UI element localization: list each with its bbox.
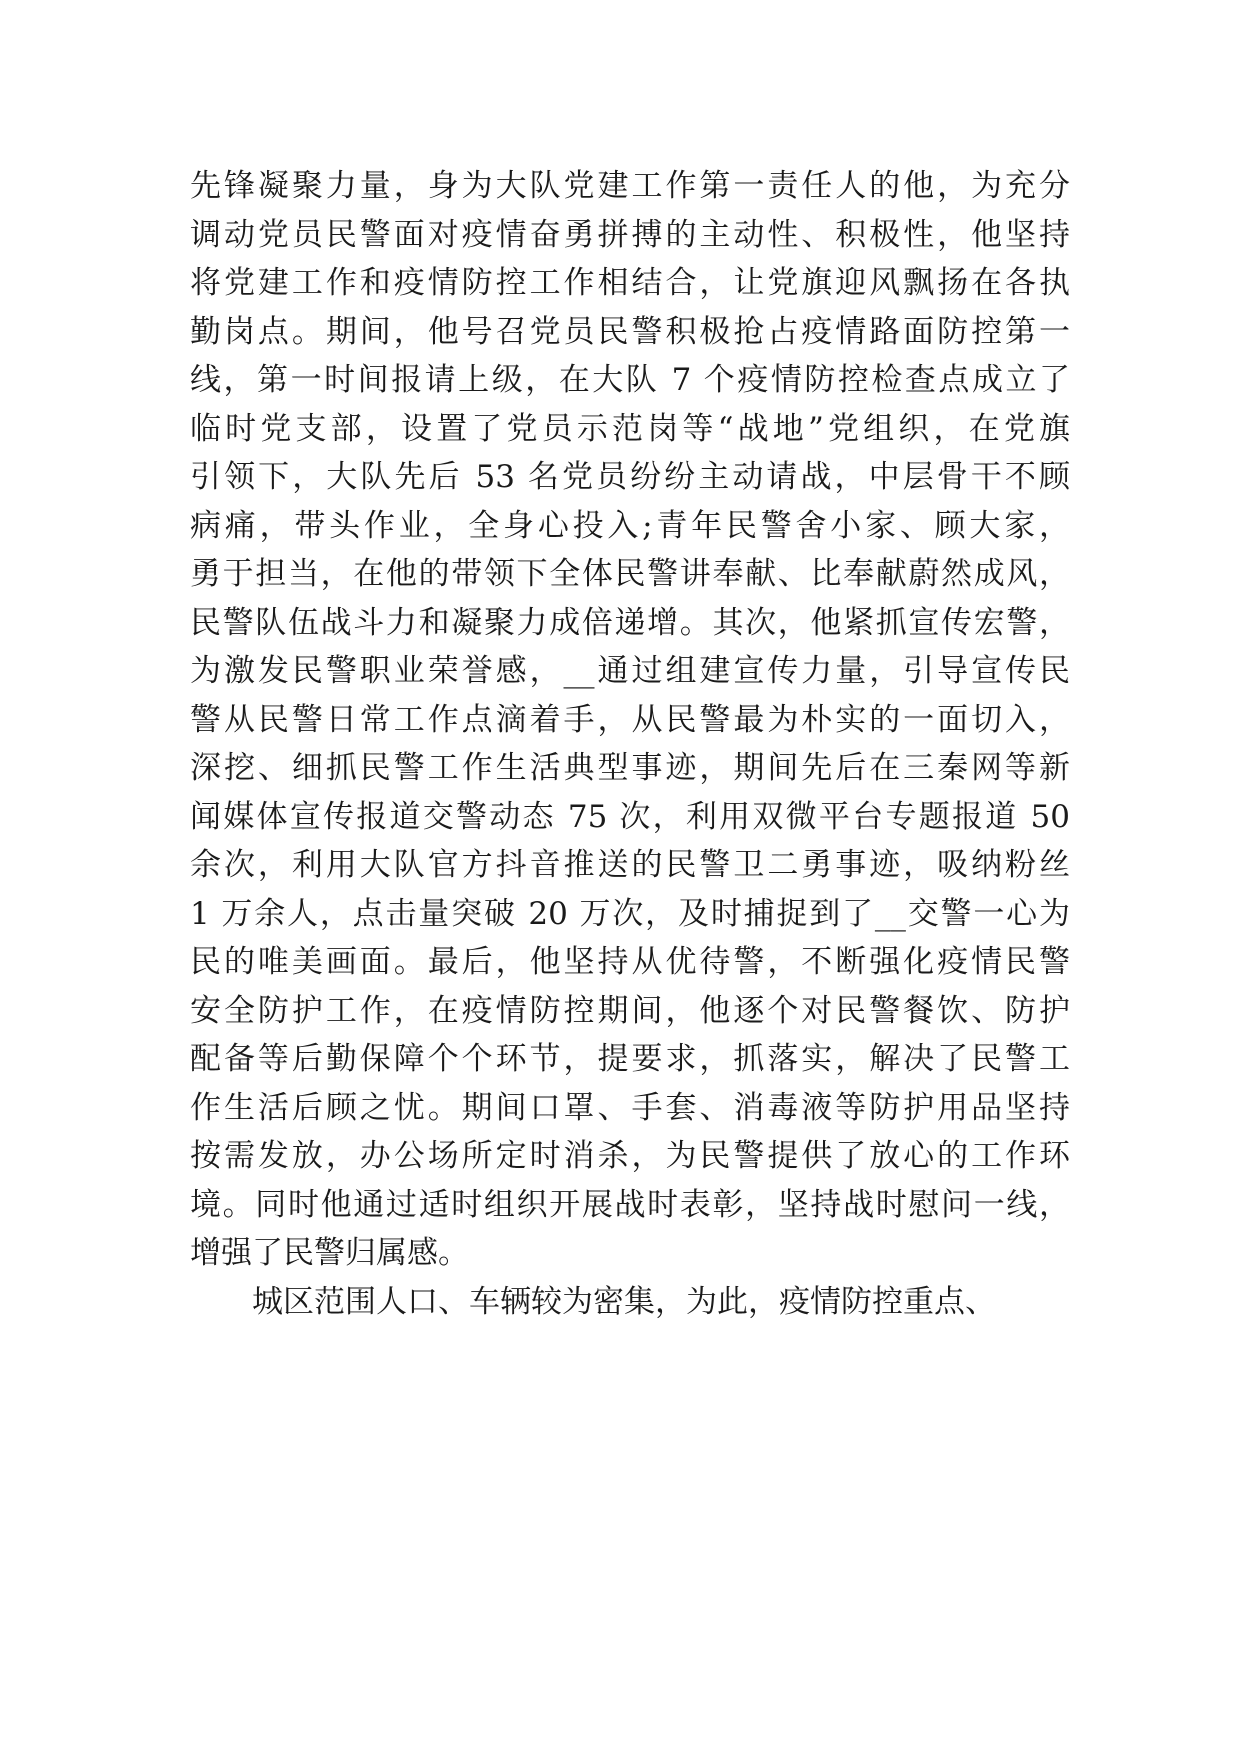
text-line: 勤岗点。期间，他号召党员民警积极抢占疫情路面防控第一 [190, 313, 1070, 350]
text-line: 临时党支部，设置了党员示范岗等“战地”党组织，在党旗 [190, 410, 1070, 447]
text-line: 警从民警日常工作点滴着手，从民警最为朴实的一面切入， [190, 701, 1070, 738]
text-line: 城区范围人口、车辆较为密集，为此，疫情防控重点、 [252, 1283, 996, 1320]
text-line: 勇于担当，在他的带领下全体民警讲奉献、比奉献蔚然成风， [190, 556, 1070, 592]
text-line: 调动党员民警面对疫情奋勇拼搏的主动性、积极性，他坚持 [190, 216, 1070, 253]
text-line: 引领下，大队先后 53 名党员纷纷主动请战，中层骨干不顾 [190, 459, 1070, 495]
text-line: 病痛，带头作业，全身心投入;青年民警舍小家、顾大家， [190, 507, 1070, 544]
text-line: 先锋凝聚力量，身为大队党建工作第一责任人的他，为充分 [190, 168, 1070, 204]
text-line: 安全防护工作，在疫情防控期间，他逐个对民警餐饮、防护 [190, 992, 1070, 1029]
text-line: 民的唯美画面。最后，他坚持从优待警，不断强化疫情民警 [190, 944, 1070, 980]
text-line: 余次，利用大队官方抖音推送的民警卫二勇事迹，吸纳粉丝 [190, 847, 1070, 883]
text-line: 深挖、细抓民警工作生活典型事迹，期间先后在三秦网等新 [190, 750, 1070, 786]
text-line: 将党建工作和疫情防控工作相结合，让党旗迎风飘扬在各执 [190, 265, 1070, 301]
text-line: 为激发民警职业荣誉感，__通过组建宣传力量，引导宣传民 [190, 653, 1070, 689]
text-line: 境。同时他通过适时组织开展战时表彰，坚持战时慰问一线， [190, 1186, 1070, 1223]
text-line: 增强了民警归属感。 [190, 1235, 469, 1271]
paragraph [190, 162, 1070, 1278]
text-line: 线，第一时间报请上级，在大队 7 个疫情防控检查点成立了 [190, 362, 1070, 398]
text-line: 按需发放，办公场所定时消杀，为民警提供了放心的工作环 [190, 1138, 1070, 1174]
paragraph [190, 1278, 1070, 1327]
text-line: 作生活后顾之忧。期间口罩、手套、消毒液等防护用品坚持 [190, 1089, 1070, 1126]
text-line: 1 万余人，点击量突破 20 万次，及时捕捉到了__交警一心为 [190, 895, 1070, 932]
text-line: 配备等后勤保障个个环节，提要求，抓落实，解决了民警工 [190, 1041, 1070, 1077]
text-line: 闻媒体宣传报道交警动态 75 次，利用双微平台专题报道 50 [190, 798, 1070, 835]
body-text [190, 162, 1070, 1326]
text-line: 民警队伍战斗力和凝聚力成倍递增。其次，他紧抓宣传宏警， [190, 604, 1070, 641]
